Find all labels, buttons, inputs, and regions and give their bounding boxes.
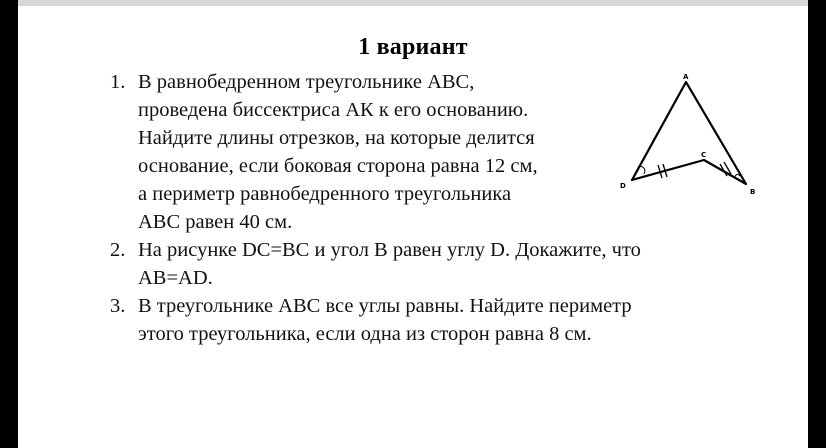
problem-line: АВС равен 40 см.	[138, 211, 293, 233]
angle-arc	[640, 166, 645, 174]
problem-line: этого треугольника, если одна из сторон равна 8 см.	[138, 323, 592, 345]
problem-line: В равнобедренном треугольнике АВС,	[138, 71, 475, 93]
problem-line: проведена биссектриса АК к его основанию.	[138, 99, 529, 121]
problem-line: В треугольнике АВС все углы равны. Найдите периметр	[138, 295, 632, 317]
problem-number: 3.	[110, 295, 126, 317]
vertex-label-a: A	[683, 73, 689, 81]
problem-2	[110, 236, 641, 292]
problem-number: 1.	[110, 71, 126, 93]
figure-outline	[632, 82, 746, 184]
problem-line: AB=AD.	[138, 267, 213, 289]
problem-line: основание, если боковая сторона равна 12 см,	[138, 155, 538, 177]
problem-line: Найдите длины отрезков, на которые делится	[138, 127, 535, 149]
vertex-label-c: C	[701, 151, 707, 159]
vertex-label-b: B	[750, 188, 756, 196]
problem-3	[110, 292, 641, 348]
problem-list	[110, 68, 641, 348]
worksheet-page	[18, 0, 808, 448]
problem-line: На рисунке DC=BC и угол B равен углу D. Докажите, что	[138, 239, 641, 261]
problem-line: а периметр равнобедренного треугольника	[138, 183, 512, 205]
problem-number: 2.	[110, 239, 126, 261]
problem-1	[110, 68, 641, 236]
vertex-label-d: D	[620, 182, 626, 190]
quadrilateral-figure	[616, 72, 766, 202]
variant-title: 1 вариант	[358, 34, 468, 60]
